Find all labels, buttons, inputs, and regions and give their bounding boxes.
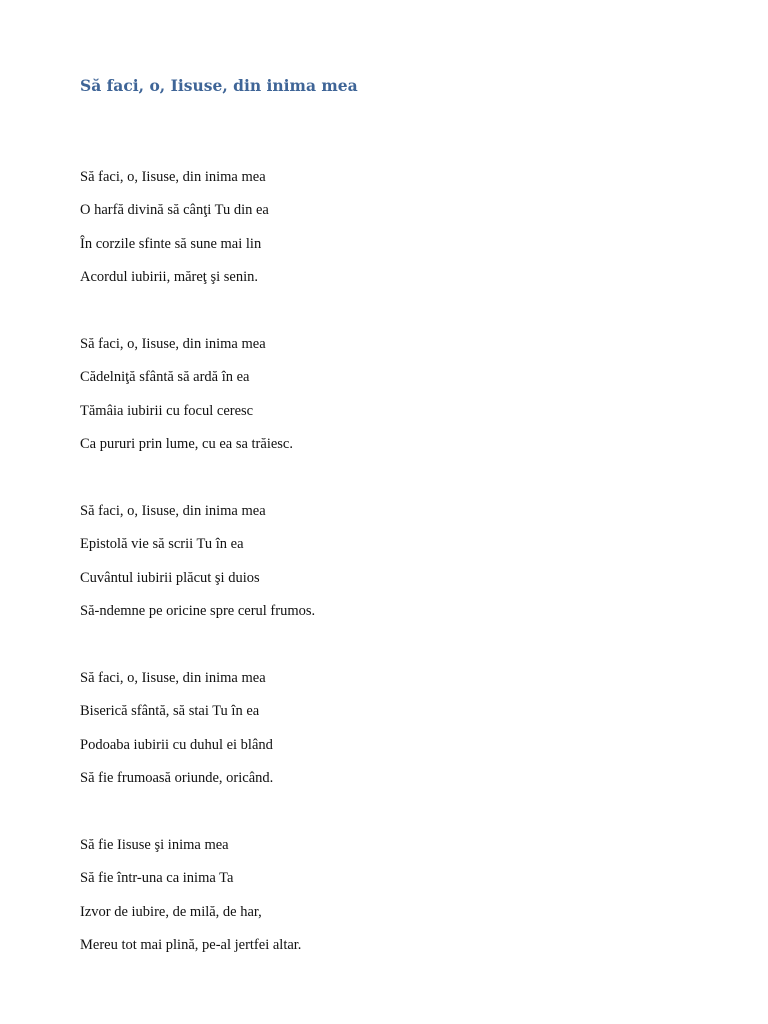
document-title: Să faci, o, Iisuse, din inima mea <box>80 76 358 95</box>
stanza-line: Mereu tot mai plină, pe-al jertfei altar. <box>80 937 302 954</box>
stanza-line: Să fie într-una ca inima Ta <box>80 870 234 887</box>
stanza-line: Să-ndemne pe oricine spre cerul frumos. <box>80 603 316 620</box>
stanza-line: Să faci, o, Iisuse, din inima mea <box>80 670 266 686</box>
stanza-line: Cuvântul iubirii plăcut şi duios <box>80 569 260 586</box>
stanza-2 <box>80 335 680 469</box>
stanza-line: Să faci, o, Iisuse, din inima mea <box>80 503 266 519</box>
stanza-line: Să fie Iisuse şi inima mea <box>80 837 229 853</box>
stanza-line: Cădelniţă sfântă să ardă în ea <box>80 369 250 386</box>
stanza-4 <box>80 669 680 803</box>
stanza-line: În corzile sfinte să sune mai lin <box>80 235 262 252</box>
stanza-line: Ca pururi prin lume, cu ea sa trăiesc. <box>80 436 293 453</box>
stanza-1 <box>80 168 680 302</box>
stanza-line: Tămâia iubirii cu focul ceresc <box>80 402 254 419</box>
stanza-line: Epistolă vie să scrii Tu în ea <box>80 536 244 553</box>
stanza-line: Să faci, o, Iisuse, din inima mea <box>80 169 266 185</box>
stanza-line: Biserică sfântă, să stai Tu în ea <box>80 703 260 720</box>
stanza-line: Să fie frumoasă oriunde, oricând. <box>80 770 274 787</box>
stanza-line: O harfă divină să cânţi Tu din ea <box>80 202 269 219</box>
stanza-3 <box>80 502 680 636</box>
stanza-line: Podoaba iubirii cu duhul ei blând <box>80 736 273 753</box>
stanza-line: Acordul iubirii, măreţ şi senin. <box>80 269 258 286</box>
stanza-line: Să faci, o, Iisuse, din inima mea <box>80 336 266 352</box>
stanza-line: Izvor de iubire, de milă, de har, <box>80 903 262 920</box>
stanza-5 <box>80 836 680 970</box>
